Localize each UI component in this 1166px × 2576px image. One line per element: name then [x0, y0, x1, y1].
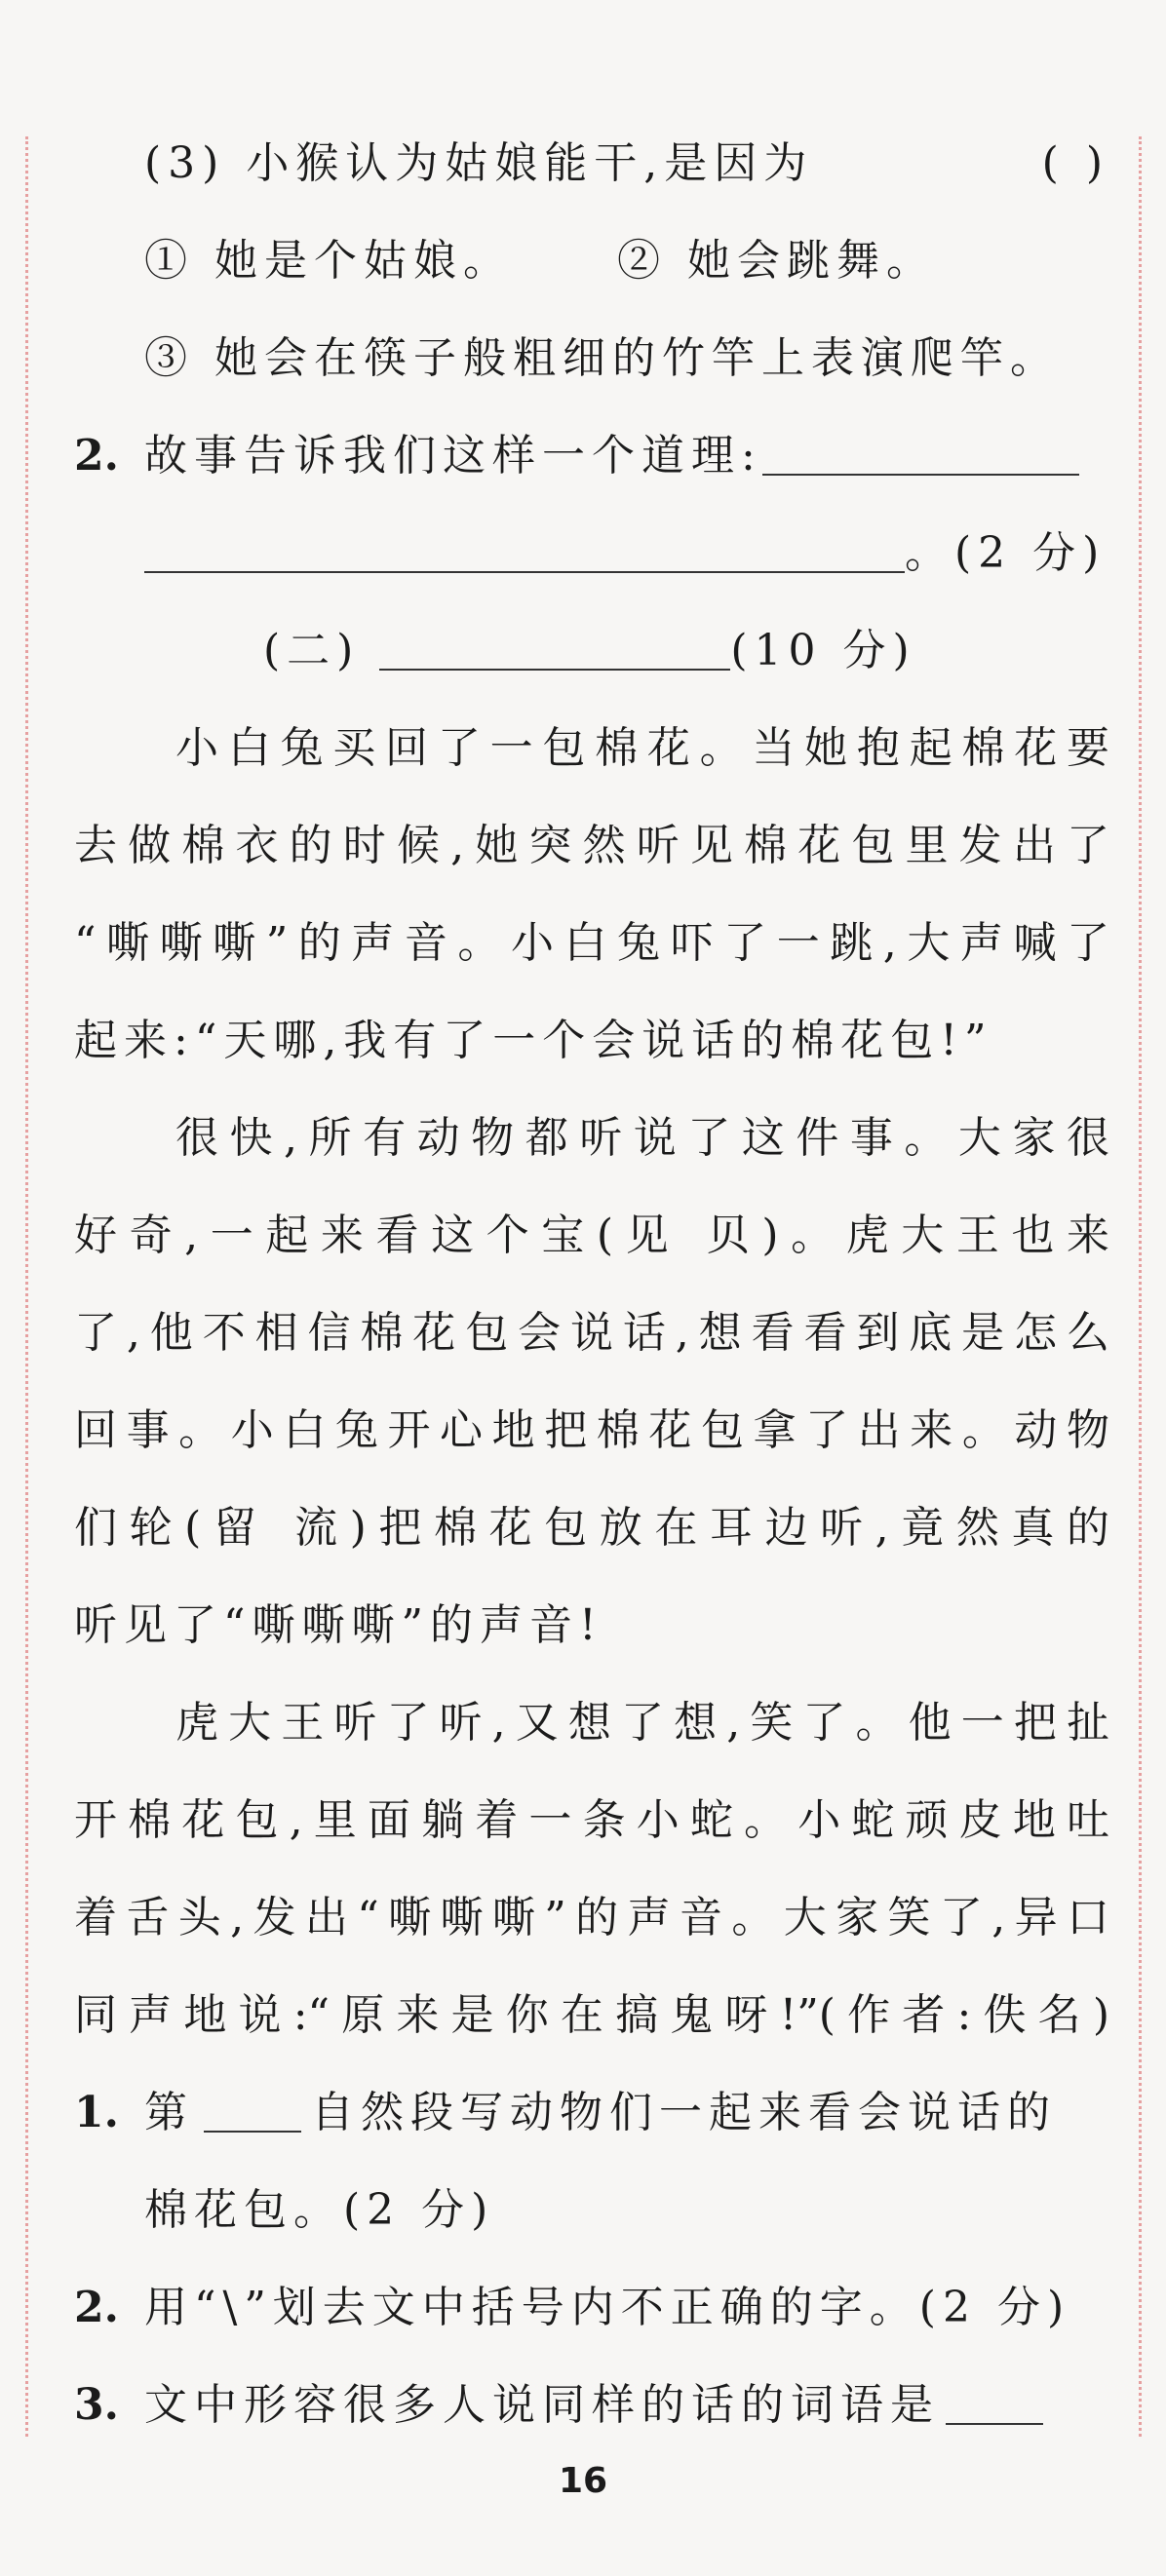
question-3-options — [144, 212, 1109, 310]
passage-line: 们轮(留 流)把棉花包放在耳边听,竟然真的 — [74, 1503, 1109, 1553]
answer-paren[interactable]: ( ) — [1041, 138, 1109, 188]
answer-blank[interactable] — [946, 2365, 1043, 2425]
left-margin-guide — [25, 136, 28, 2437]
answer-blank[interactable] — [204, 2072, 301, 2133]
passage-line: 去做棉衣的时候,她突然听见棉花包里发出了 — [74, 821, 1109, 870]
question-number: 3. — [74, 2380, 119, 2430]
option-1: ① 她是个姑娘。 — [144, 236, 513, 286]
question-1: 第 自然段写动物们一起来看会说话的 — [144, 2064, 1109, 2162]
question-number: 2. — [74, 2283, 119, 2332]
passage-line: “嘶嘶嘶”的声音。小白兔吓了一跳,大声喊了 — [74, 918, 1109, 968]
title-blank[interactable] — [379, 610, 730, 671]
question-3: 文中形容很多人说同样的话的词语是 — [144, 2357, 1109, 2454]
passage-line: 很快,所有动物都听说了这件事。大家很 — [175, 1113, 1109, 1163]
passage-line: 了,他不相信棉花包会说话,想看看到底是怎么 — [74, 1308, 1109, 1358]
moral-question-line2: 。(2 分) — [144, 505, 1109, 602]
section-header: (二) (10 分) — [263, 602, 946, 700]
passage-line: 回事。小白兔开心地把棉花包拿了出来。动物 — [74, 1405, 1109, 1455]
right-margin-guide — [1139, 136, 1142, 2437]
passage-line: 小白兔买回了一包棉花。当她抱起棉花要 — [175, 723, 1109, 773]
moral-question: 故事告诉我们这样一个道理: — [144, 407, 1109, 505]
option-3: ③ 她会在筷子般粗细的竹竿上表演爬竿。 — [144, 333, 1060, 383]
passage-line: 着舌头,发出“嘶嘶嘶”的声音。大家笑了,异口 — [74, 1893, 1109, 1942]
option-2: ② 她会跳舞。 — [617, 236, 936, 286]
passage-line: 起来:“天哪,我有了一个会说话的棉花包!” — [74, 1016, 993, 1065]
question-2: 用“\”划去文中括号内不正确的字。(2 分) — [144, 2283, 1071, 2332]
passage-line: 好奇,一起来看这个宝(见 贝)。虎大王也来 — [74, 1211, 1109, 1260]
answer-blank[interactable] — [144, 513, 905, 573]
answer-blank[interactable] — [762, 415, 1079, 476]
passage-line: 开棉花包,里面躺着一条小蛇。小蛇顽皮地吐 — [74, 1795, 1109, 1845]
question-number: 1. — [74, 2088, 119, 2137]
passage-line: 听见了“嘶嘶嘶”的声音! — [74, 1600, 603, 1650]
passage-line: 虎大王听了听,又想了想,笑了。他一把扯 — [175, 1698, 1109, 1748]
passage-line: 同声地说:“原来是你在搞鬼呀!”(作者:佚名) — [74, 1990, 1109, 2040]
page-number: 16 — [558, 2461, 608, 2501]
question-number: 2. — [74, 431, 119, 481]
question-3-stem: (3) 小猴认为姑娘能干,是因为 ( ) — [144, 115, 1109, 212]
question-1-line2: 棉花包。(2 分) — [144, 2185, 495, 2235]
